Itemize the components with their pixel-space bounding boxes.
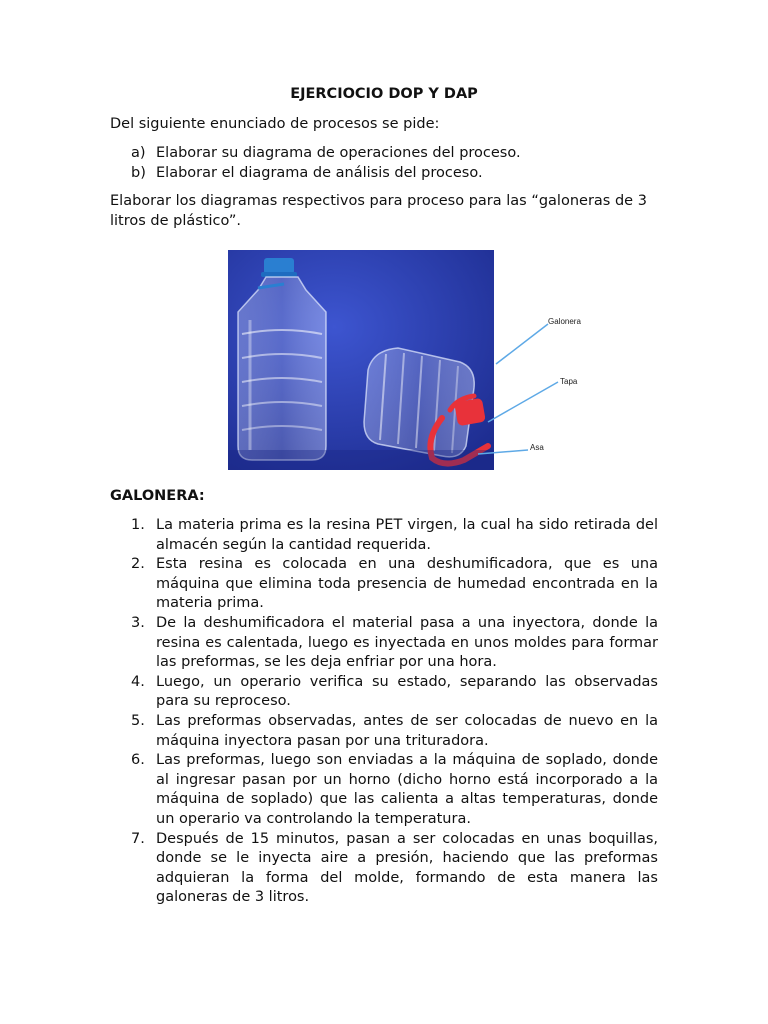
- list-item: [110, 555, 658, 614]
- tapa-label: Tapa: [560, 377, 578, 386]
- goal-text: Elaborar los diagramas respectivos para proceso para las “galoneras de 3 litros de plástico”.: [110, 193, 647, 229]
- callout-arrows: [478, 312, 598, 462]
- list-marker: a): [131, 145, 146, 161]
- step-text: Esta resina es colocada en una deshumificadora, que es una máquina que elimina toda presencia de humedad encontrada en la materia prima.: [156, 556, 658, 612]
- step-text: Las preformas observadas, antes de ser colocadas de nuevo en la máquina inyectora pasan por una trituradora.: [156, 712, 658, 749]
- list-marker: b): [131, 165, 146, 181]
- step-text: Después de 15 minutos, pasan a ser colocadas en unas boquillas, donde se le inyecta aire a presión, haciendo que las preformas adquieran la forma del molde, formando de esta manera las galoneras de 3 litros.: [156, 830, 658, 906]
- list-item: [110, 673, 658, 712]
- process-steps: [110, 516, 658, 908]
- list-item: [110, 830, 658, 908]
- step-text: Las preformas, luego son enviadas a la máquina de soplado, donde al ingresar pasan por un horno (dicho horno está incorporado a la máquina de soplado) que las calienta a altas temperaturas, donde un operario va controlando la temperatura.: [156, 752, 658, 827]
- step-number: 3.: [131, 614, 145, 631]
- list-item-text: Elaborar el diagrama de análisis del proceso.: [156, 165, 483, 181]
- list-item: [110, 751, 658, 829]
- asa-pointer: [478, 450, 528, 454]
- step-text: De la deshumificadora el material pasa a una inyectora, donde la resina es calentada, luego es inyectada en unos moldes para formar las preformas, se les deja enfriar por una hora.: [156, 614, 658, 671]
- list-item: [110, 143, 658, 163]
- galonera-pointer: [496, 324, 548, 364]
- step-number: 5.: [131, 712, 145, 729]
- step-text: La materia prima es la resina PET virgen, la cual ha sido retirada del almacén según la cantidad requerida.: [156, 517, 658, 553]
- page-title: EJERCIOCIO DOP Y DAP: [290, 86, 478, 102]
- step-number: 6.: [131, 752, 145, 769]
- list-item-text: Elaborar su diagrama de operaciones del proceso.: [156, 145, 521, 161]
- intro-text: Del siguiente enunciado de procesos se pide:: [110, 116, 440, 132]
- step-number: 1.: [131, 517, 145, 533]
- bottle-photo: [228, 250, 494, 470]
- list-item: [110, 516, 658, 555]
- task-list: [110, 143, 658, 183]
- galonera-label: Galonera: [548, 317, 581, 326]
- list-item: [110, 712, 658, 751]
- list-item: [110, 614, 658, 673]
- step-number: 7.: [131, 830, 145, 847]
- bottle-illustration: [228, 250, 494, 470]
- step-number: 2.: [131, 556, 145, 573]
- list-item: [110, 163, 658, 183]
- step-number: 4.: [131, 673, 145, 690]
- asa-label: Asa: [530, 443, 544, 452]
- section-heading: GALONERA:: [110, 488, 205, 504]
- tapa-pointer: [488, 382, 558, 422]
- step-text: Luego, un operario verifica su estado, separando las observadas para su reproceso.: [156, 673, 658, 710]
